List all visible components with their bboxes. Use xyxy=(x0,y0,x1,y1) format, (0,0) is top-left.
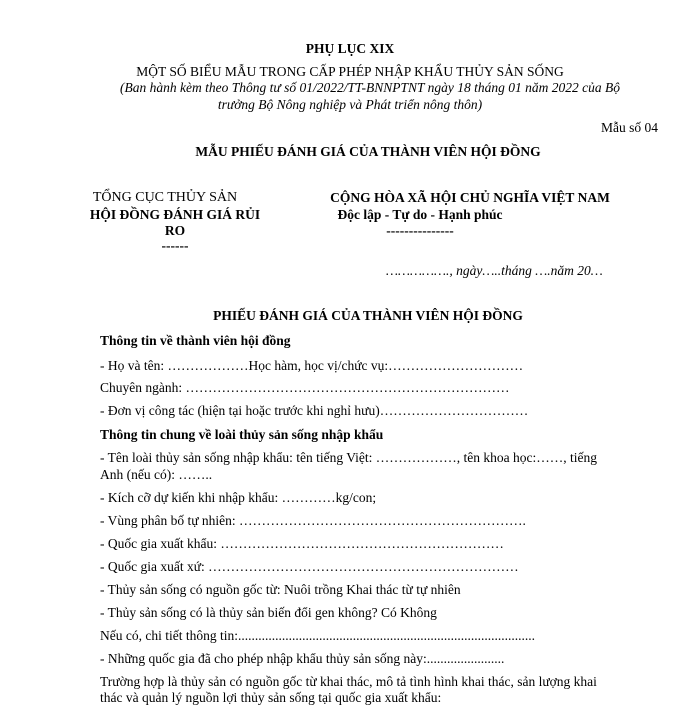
nation-name: CỘNG HÒA XÃ HỘI CHỦ NGHĨA VIỆT NAM xyxy=(330,190,610,205)
agency-council-line2: RO xyxy=(164,223,186,238)
permitted-countries-line: - Những quốc gia đã cho phép nhập khẩu thủy sản sống này:....................... xyxy=(100,651,505,666)
species-range-line: - Vùng phân bố tự nhiên: ………………………………………………………. xyxy=(100,513,526,528)
issued-note-line2: trưởng Bộ Nông nghiệp và Phát triển nông thôn) xyxy=(217,97,483,112)
gmo-detail-line: Nếu có, chi tiết thông tin:........................................................................................ xyxy=(100,628,535,643)
species-source-line: - Thủy sản sống có nguồn gốc từ: Nuôi trồng Khai thác từ tự nhiên xyxy=(100,582,461,597)
appendix-title: PHỤ LỤC XIX xyxy=(305,41,395,56)
agency-council-line1: HỘI ĐỒNG ĐÁNH GIÁ RỦI xyxy=(89,207,261,222)
species-name-line1: - Tên loài thủy sản sống nhập khẩu: tên tiếng Việt: ………………, tên khoa học:……, tiếng xyxy=(100,450,597,465)
agency-rule: ------ xyxy=(161,238,189,253)
document-title: PHIẾU ĐÁNH GIÁ CỦA THÀNH VIÊN HỘI ĐỒNG xyxy=(213,308,523,323)
form-title: MẪU PHIẾU ĐÁNH GIÁ CỦA THÀNH VIÊN HỘI ĐỒNG xyxy=(195,144,541,159)
species-gmo-line: - Thủy sản sống có là thủy sản biến đổi gen không? Có Không xyxy=(100,605,437,620)
origin-country-line: - Quốc gia xuất xứ: …………………………………………………………… xyxy=(100,559,519,574)
form-number: Mẫu số 04 xyxy=(601,120,658,135)
species-name-line2: Anh (nếu có): …….. xyxy=(100,467,213,482)
issued-note-line1: (Ban hành kèm theo Thông tư số 01/2022/TT-BNNPTNT ngày 18 tháng 01 năm 2022 của Bộ xyxy=(120,80,620,95)
date-line: ……………., ngày…..tháng ….năm 20… xyxy=(386,263,603,278)
export-country-line: - Quốc gia xuất khẩu: ……………………………………………………… xyxy=(100,536,504,551)
wild-catch-line2: thác và quản lý nguồn lợi thủy sản sống tại quốc gia xuất khẩu: xyxy=(100,690,442,705)
nation-motto: Độc lập - Tự do - Hạnh phúc xyxy=(337,207,503,222)
section-species-heading: Thông tin chung về loài thủy sản sống nhập khẩu xyxy=(100,427,384,442)
species-size-line: - Kích cỡ dự kiến khi nhập khẩu: …………kg/con; xyxy=(100,490,377,505)
wild-catch-line1: Trường hợp là thủy sản có nguồn gốc từ khai thác, mô tả tình hình khai thác, sản lượng khai xyxy=(100,674,597,689)
nation-rule: --------------- xyxy=(386,223,454,238)
member-name-line: - Họ và tên: ………………Học hàm, học vị/chức vụ:………………………… xyxy=(100,358,524,373)
member-major-line: Chuyên ngành: ……………………………………………………………… xyxy=(100,380,510,395)
appendix-subtitle: MỘT SỐ BIỂU MẪU TRONG CẤP PHÉP NHẬP KHẨU THỦY SẢN SỐNG xyxy=(136,64,564,79)
member-org-line: - Đơn vị công tác (hiện tại hoặc trước khi nghỉ hưu)…………………………… xyxy=(100,403,529,418)
section-member-heading: Thông tin về thành viên hội đồng xyxy=(100,333,291,348)
agency-name: TỔNG CỤC THỦY SẢN xyxy=(92,190,238,205)
